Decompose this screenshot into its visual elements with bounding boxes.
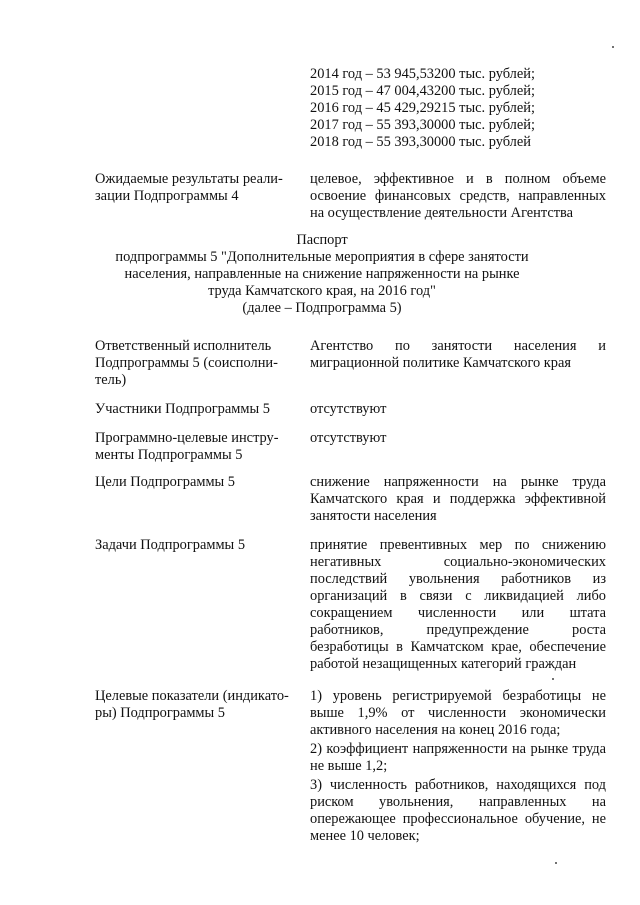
tasks-label: Задачи Подпрограммы 5 <box>95 537 246 553</box>
scan-speck <box>612 46 614 48</box>
indicator-item: 1) уровень регистрируемой безработицы не выше 1,9% от численности экономически активного населения на конец 2016 года; <box>310 688 606 738</box>
financing-line-2015: 2015 год – 47 004,43200 тыс. рублей; <box>310 83 535 99</box>
financing-line-2016: 2016 год – 45 429,29215 тыс. рублей; <box>310 100 535 116</box>
goals-label: Цели Подпрограммы 5 <box>95 474 236 490</box>
expected-results-label: Ожидаемые результаты реали- зации Подпрограммы 4 <box>95 171 283 204</box>
participants-value: отсутствуют <box>310 401 387 417</box>
passport-line: труда Камчатского края, на 2016 год" <box>208 283 436 299</box>
financing-line-2014: 2014 год – 53 945,53200 тыс. рублей; <box>310 66 535 82</box>
financing-line-2018: 2018 год – 55 393,30000 тыс. рублей <box>310 134 531 150</box>
scan-speck <box>552 678 554 680</box>
instruments-value: отсутствуют <box>310 430 387 446</box>
participants-label: Участники Подпрограммы 5 <box>95 401 270 417</box>
passport-heading <box>112 232 532 317</box>
indicator-item: 2) коэффициент напряженности на рынке труда не выше 1,2; <box>310 741 606 774</box>
tasks-value: принятие превентивных мер по снижению негативных социально-экономических последствий увольнения работников из организаций в связи с ликвидацией либо сокращением численности или штата работников, предупреждение роста безработицы в Камчатском крае, обеспечение работой незащищенных категорий граждан <box>310 537 606 672</box>
expected-results-value: целевое, эффективное и в полном объеме освоение финансовых средств, направленных на осуществление деятельности Агентства <box>310 171 606 221</box>
indicators-list <box>310 688 606 845</box>
passport-line: населения, направленные на снижение напряженности на рынке <box>124 266 520 282</box>
passport-line: (далее – Подпрограмма 5) <box>242 300 402 316</box>
responsible-value: Агентство по занятости населения и миграционной политике Камчатского края <box>310 338 606 371</box>
passport-line: подпрограммы 5 "Дополнительные мероприятия в сфере занятости <box>115 249 529 265</box>
financing-list <box>310 66 535 151</box>
responsible-label: Ответственный исполнитель Подпрограммы 5 (соисполни- тель) <box>95 338 278 388</box>
indicators-label: Целевые показатели (индикато- ры) Подпрограммы 5 <box>95 688 289 721</box>
indicator-item: 3) численность работников, находящихся под риском увольнения, направленных на опережающее профессиональное обучение, не менее 10 человек; <box>310 777 606 844</box>
financing-line-2017: 2017 год – 55 393,30000 тыс. рублей; <box>310 117 535 133</box>
passport-title: Паспорт <box>296 232 348 248</box>
scan-speck <box>555 862 557 864</box>
goals-value: снижение напряженности на рынке труда Камчатского края и поддержка эффективной занятости населения <box>310 474 606 524</box>
instruments-label: Программно-целевые инстру- менты Подпрограммы 5 <box>95 430 279 463</box>
